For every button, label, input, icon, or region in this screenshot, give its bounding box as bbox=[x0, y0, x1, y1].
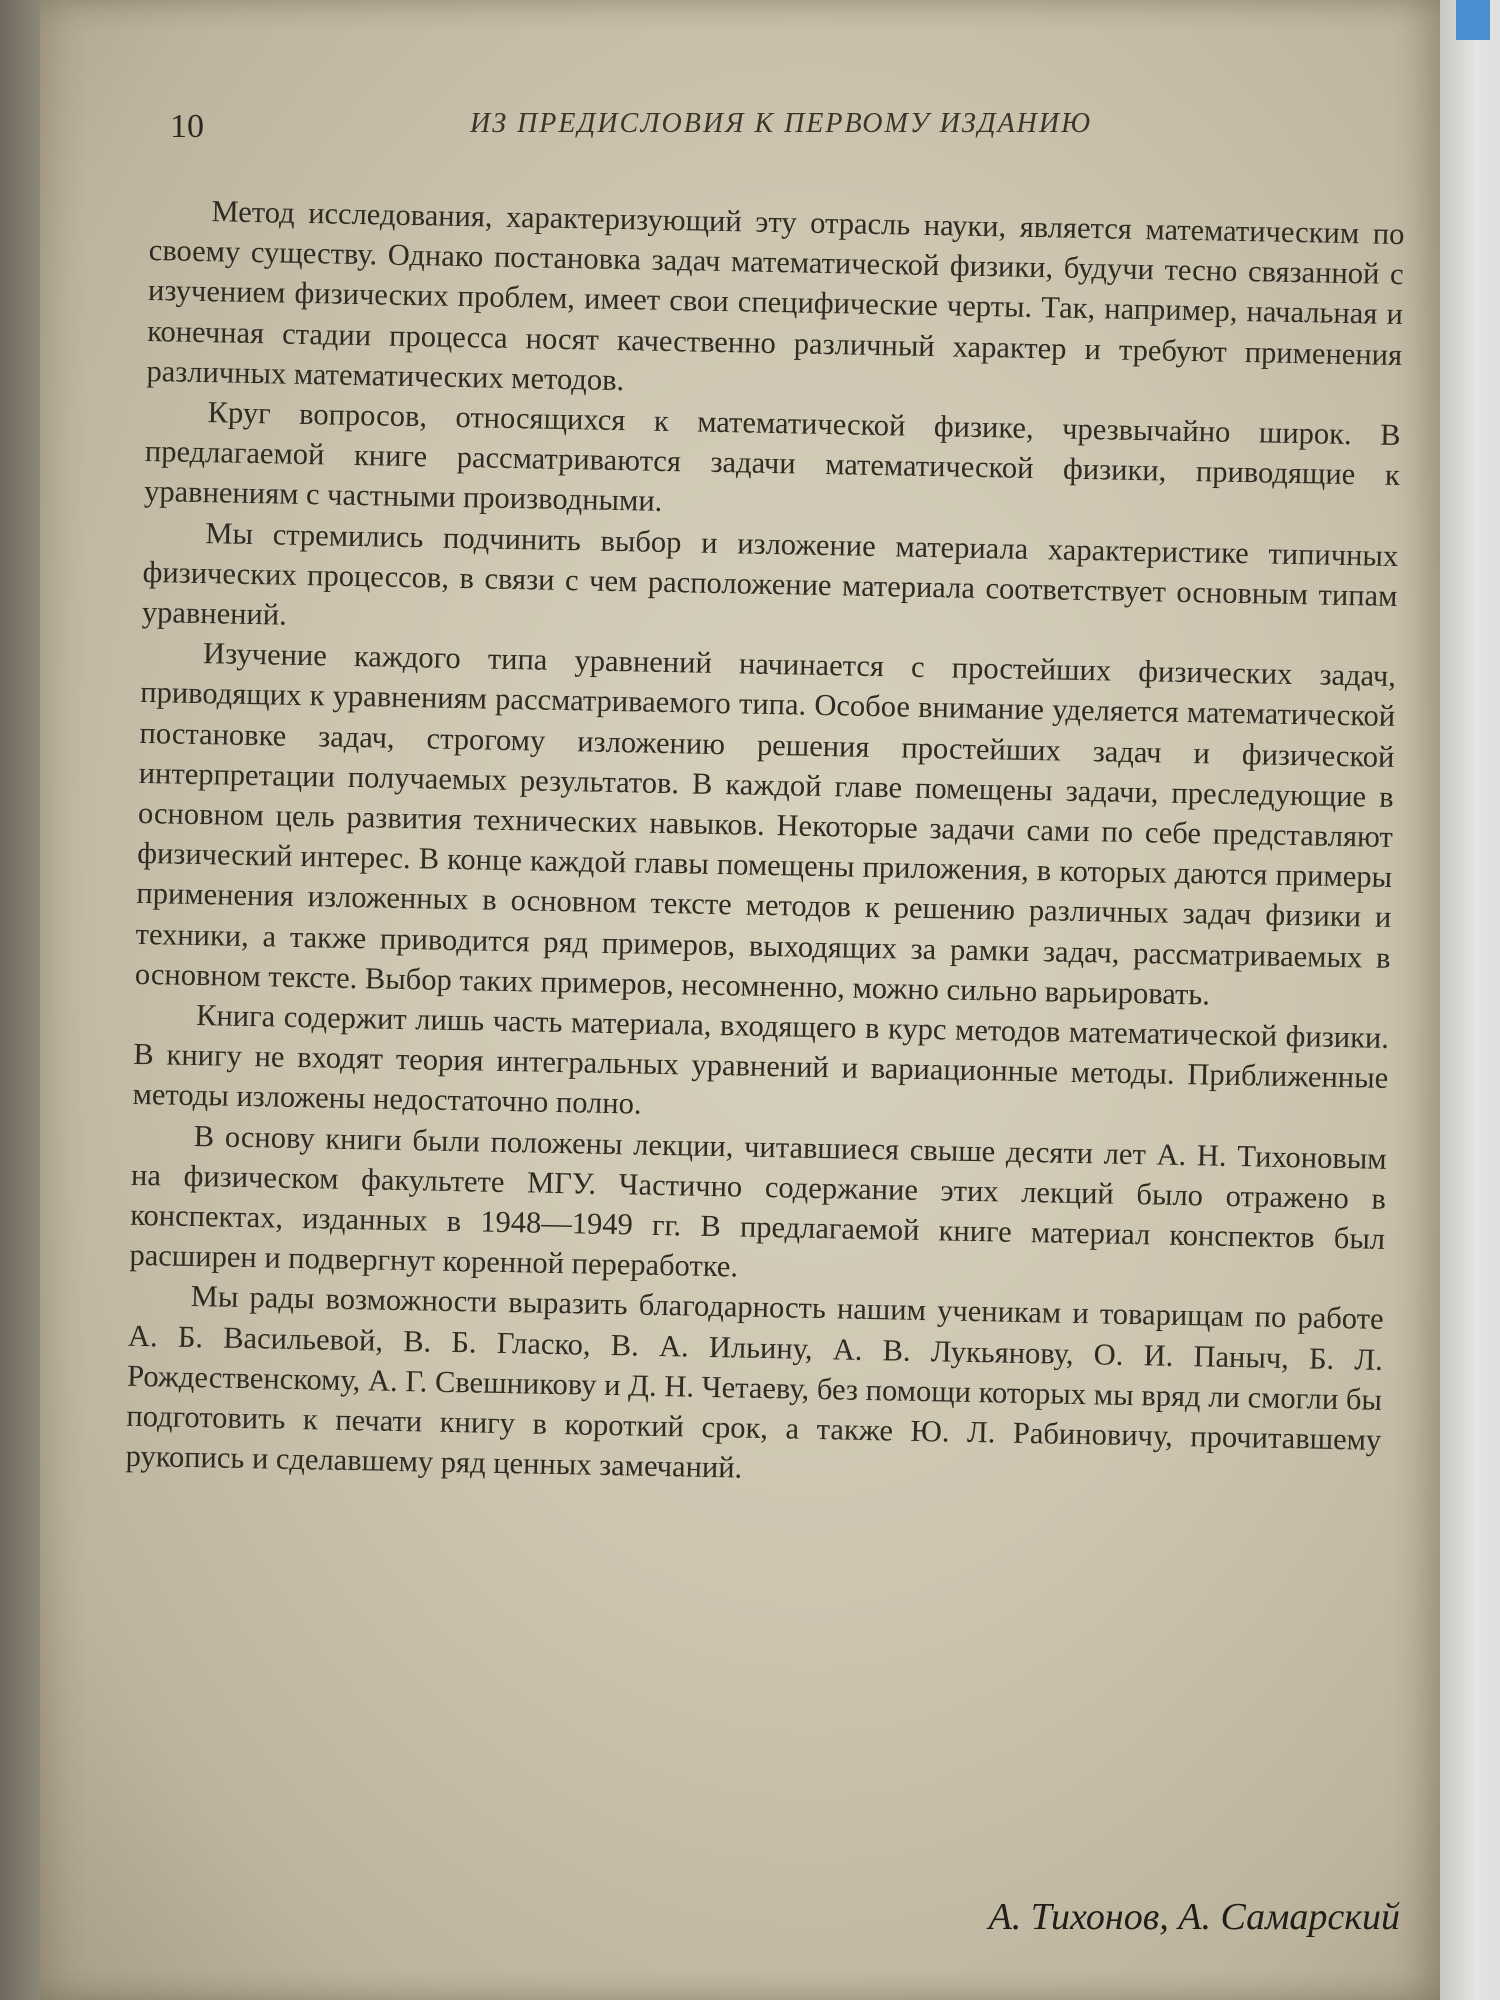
paragraph-6: В основу книги были положены лекции, читавшиеся свыше десяти лет А. Н. Тихоновым на физическом факультете МГУ. Частично содержание этих лекций было отражено в конспектах, изданных в 1948—1949 гг. В предлагаемой книге материал конспектов был расширен и подвергнут коренной переработке. bbox=[129, 1118, 1387, 1284]
authors-signature: А. Тихонов, А. Самарский bbox=[988, 1896, 1400, 1938]
paragraph-1: Метод исследования, характеризующий эту отрасль науки, является математическим по своему существу. Однако постановка задач математической физики, будучи тесно связанной с изучением физических проблем, имеет свои специфические черты. Так, например, начальная и конечная стадии процесса носят качественно различный характер и требуют применения различных математических методов. bbox=[146, 194, 1405, 397]
paragraph-4: Изучение каждого типа уравнений начинается с простейших физических задач, приводящих к уравнениям рассматриваемого типа. Особое внимание уделяется математической постановке задач, строгому изложению решения простейших задач и физической интерпретации получаемых результатов. В каждой главе помещены задачи, преследующие в основном цель развития технических навыков. Некоторые задачи сами по себе представляют физический интерес. В конце каждой главы помещены приложения, в которых даются примеры применения изложенных в основном тексте методов к решению различных задач физики и техники, а также приводится ряд примеров, выходящих за рамки задач, рассматриваемых в основном тексте. Выбор таких примеров, несомненно, можно сильно варьировать. bbox=[134, 636, 1397, 1012]
body-text bbox=[125, 190, 1404, 1500]
paragraph-2: Круг вопросов, относящихся к математической физике, чрезвычайно широк. В предлагаемой книге рассматриваются задачи математической физики, приводящие к уравнениям с частными производными. bbox=[143, 395, 1401, 519]
paragraph-7: Мы рады возможности выразить благодарность нашим ученикам и товарищам по работе А. Б. Васильевой, В. Б. Гласко, В. А. Ильину, А. В. Лукьянову, О. И. Паныч, Б. Л. Рождественскому, А. Г. Свешникову и Д. Н. Четаеву, без помощи которых мы вряд ли смогли бы подготовить к печати книгу в короткий срок, а также Ю. Л. Рабиновичу, прочитавшему рукопись и сделавшему ряд ценных замечаний. bbox=[125, 1279, 1384, 1485]
paragraph-5: Книга содержит лишь часть материала, входящего в курс методов математической физики. В книгу не входят теория интегральных уравнений и вариационные методы. Приближенные методы изложены недостаточно полно. bbox=[132, 998, 1390, 1122]
page-number: 10 bbox=[170, 108, 204, 145]
blue-cover-tab bbox=[1456, 0, 1490, 40]
running-title: ИЗ ПРЕДИСЛОВИЯ К ПЕРВОМУ ИЗДАНИЮ bbox=[470, 108, 1093, 139]
adjacent-book-edge bbox=[1440, 0, 1500, 2000]
paragraph-3: Мы стремились подчинить выбор и изложение материала характеристике типичных физических процессов, в связи с чем расположение материала соответствует основным типам уравнений. bbox=[141, 515, 1399, 632]
